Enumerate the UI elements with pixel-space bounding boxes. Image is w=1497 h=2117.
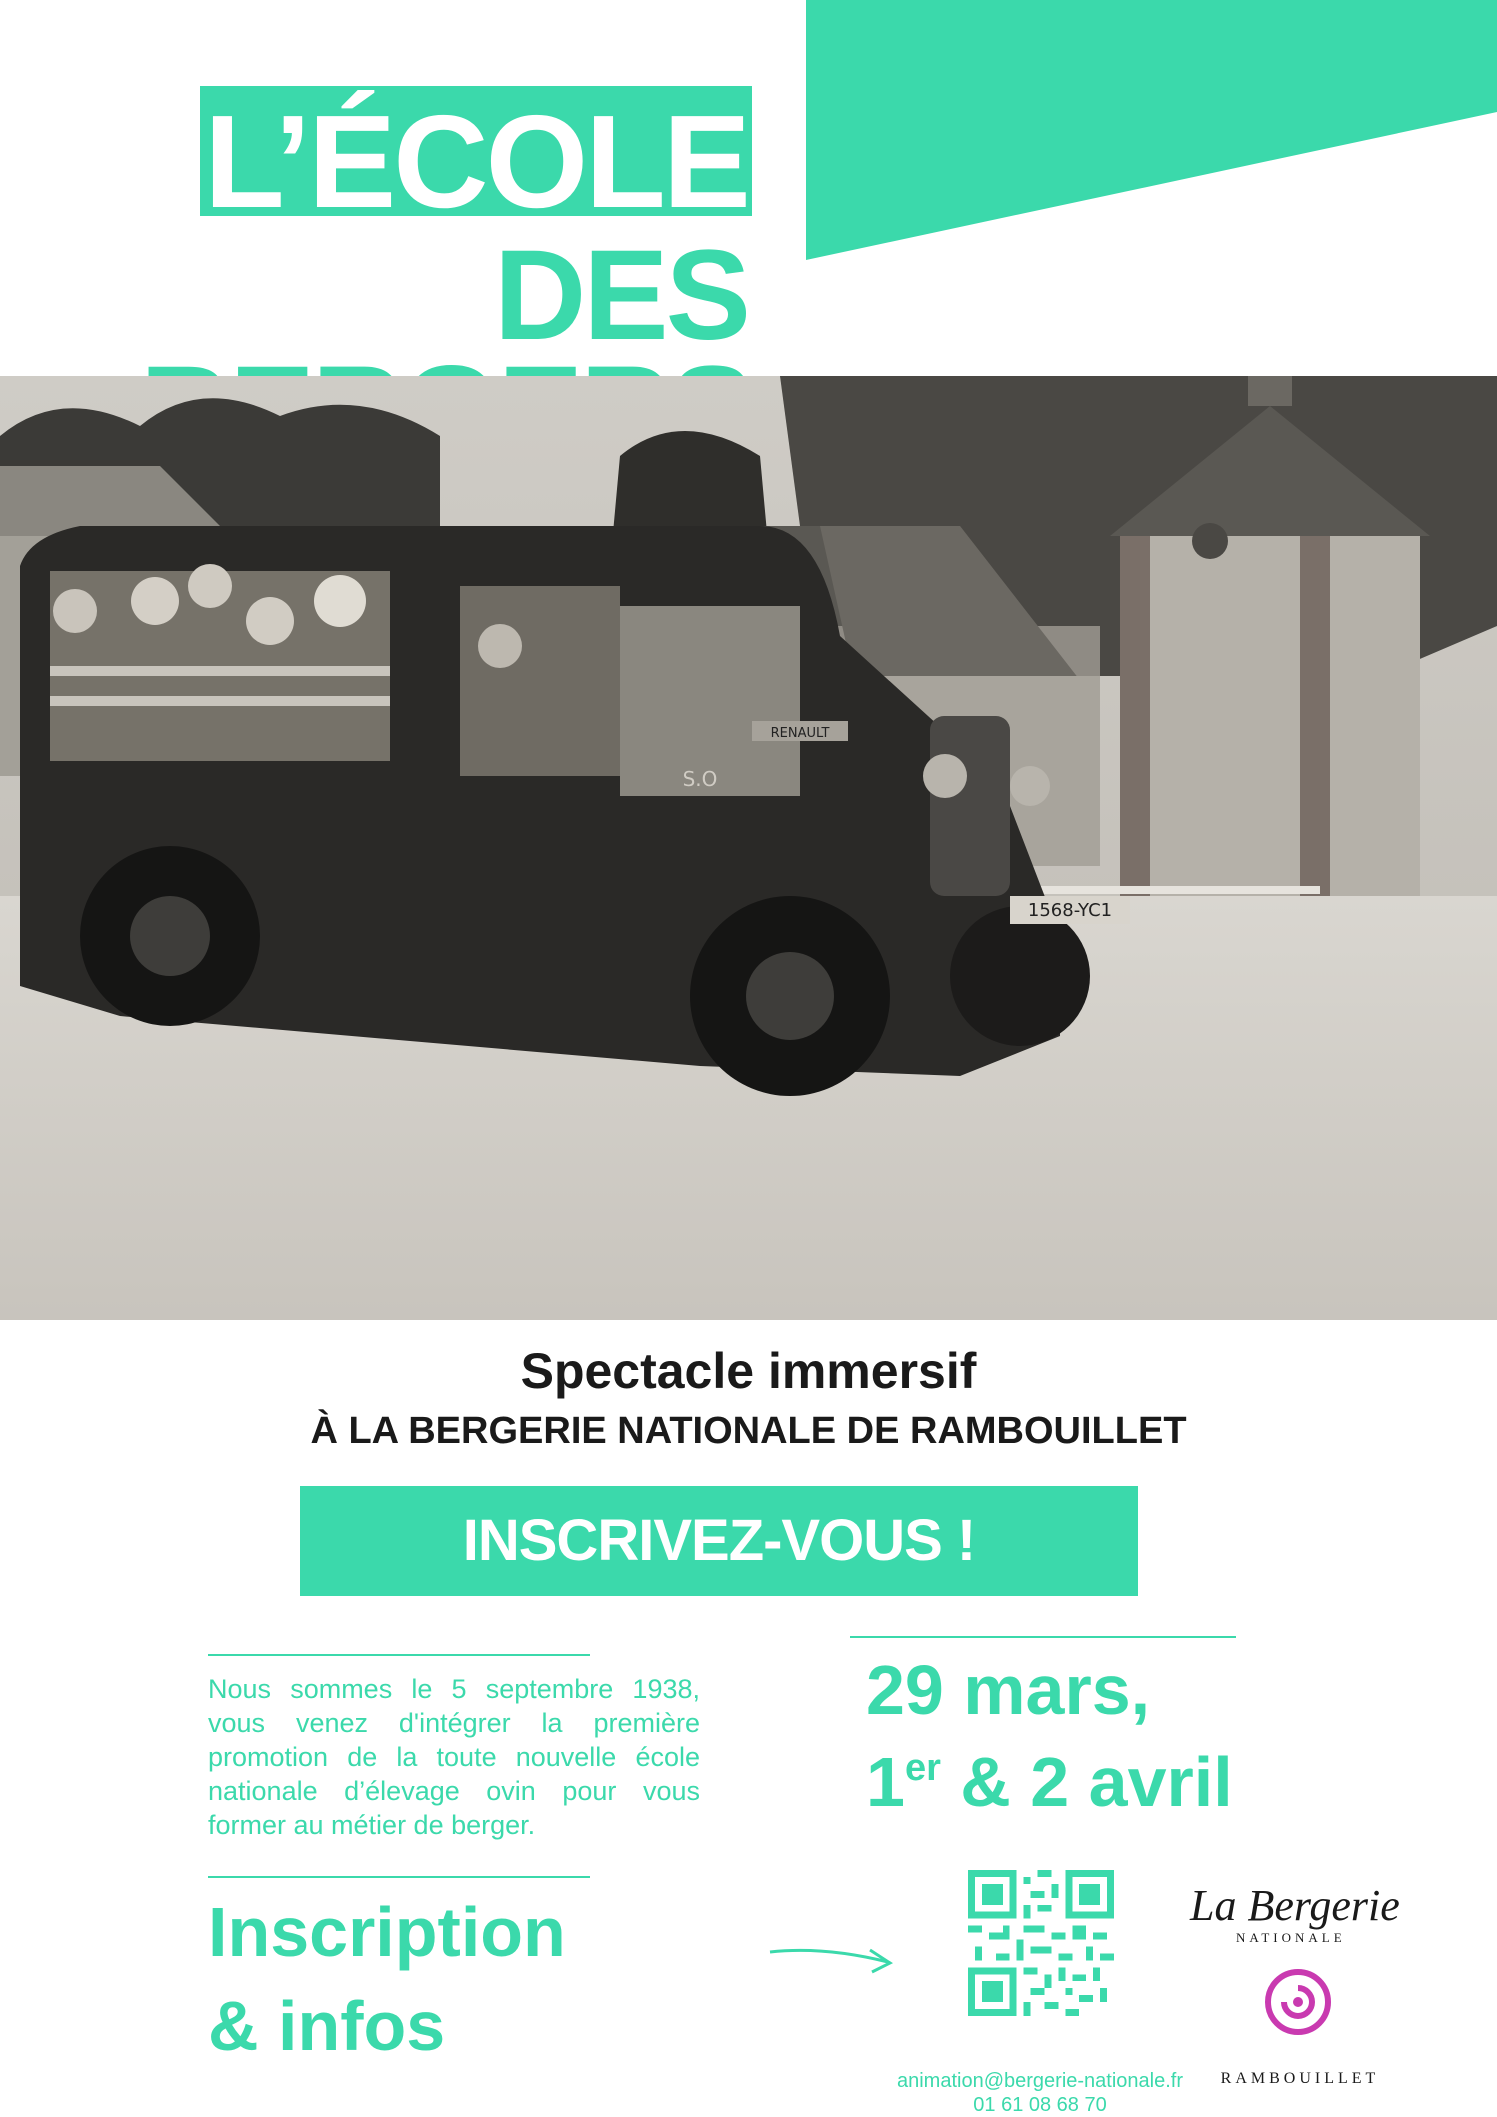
event-description: Nous sommes le 5 septembre 1938, vous venez d'intégrer la première promotion de la toute nouvelle école nationale d’élevage ovin pour vous former au métier de berger.: [208, 1674, 700, 1840]
grille-badge: RENAULT: [770, 726, 830, 741]
event-date-1: 29 mars,: [866, 1651, 1151, 1729]
event-date-2: 1er & 2 avril: [866, 1743, 1233, 1821]
bus-sign: S.O: [682, 767, 718, 791]
logo-name: La Bergerie: [1190, 1881, 1400, 1930]
inscription-label: Inscription: [208, 1893, 566, 1971]
historic-photo: [0, 376, 1497, 1320]
event-type: Spectacle immersif: [520, 1343, 977, 1399]
arrow-icon: [764, 1936, 904, 1976]
infos-label: & infos: [208, 1987, 446, 2065]
divider-top-left: [208, 1654, 590, 1656]
header-accent-shape: [806, 0, 1497, 260]
plate-text: 1568-YC1: [1027, 900, 1113, 921]
logo-city: RAMBOUILLET: [1220, 2070, 1380, 2087]
contact-phone[interactable]: 01 61 08 68 70: [973, 2094, 1107, 2116]
divider-top-right: [850, 1636, 1236, 1638]
title-line-2: DES: [493, 224, 748, 367]
divider-bottom-left: [208, 1876, 590, 1878]
bergerie-logo: [1180, 1860, 1420, 2080]
register-banner[interactable]: INSCRIVEZ-VOUS !: [300, 1486, 1138, 1596]
event-venue: À LA BERGERIE NATIONALE DE RAMBOUILLET: [310, 1410, 1187, 1452]
logo-subtitle: NATIONALE: [1236, 1930, 1346, 1945]
qr-code-icon[interactable]: [968, 1870, 1114, 2016]
title-line-1: L’ÉCOLE: [204, 88, 748, 235]
contact-email[interactable]: animation@bergerie-nationale.fr: [896, 2070, 1183, 2092]
